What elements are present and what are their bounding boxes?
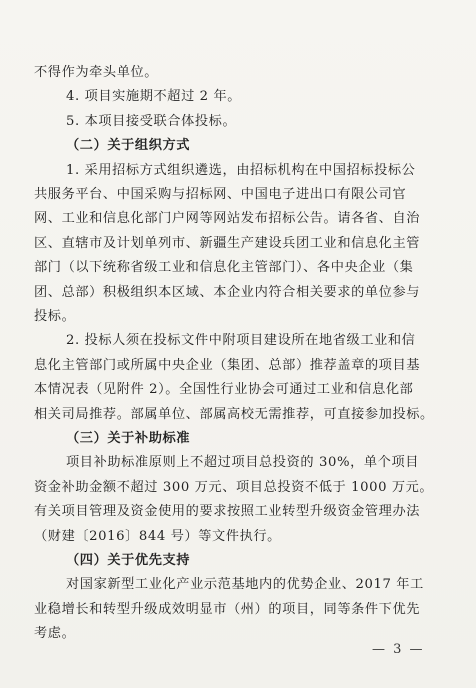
paragraph-line: 业稳增长和转型升级成效明显市（州）的项目，同等条件下优先 (34, 601, 421, 617)
paragraph-line: 项目补助标准原则上不超过项目总投资的 30%，单个项目 (66, 455, 420, 471)
page-number: — 3 — (372, 642, 425, 657)
list-item-4: 4. 项目实施期不超过 2 年。 (66, 89, 242, 105)
paragraph-line: 对国家新型工业化产业示范基地内的优势企业、2017 年工 (66, 577, 424, 593)
paragraph-line: 相关司局推荐。部属单位、部属高校无需推荐，可直接参加投标。 (34, 406, 434, 422)
paragraph-line: 共服务平台、中国采购与招标网、中国电子进出口有限公司官 (34, 187, 407, 202)
section-heading-subsidy: （三）关于补助标准 (66, 431, 191, 446)
list-item-5: 5. 本项目接受联合体投标。 (66, 113, 237, 129)
paragraph-line: 团、总部）积极组织本区域、本企业内符合相关要求的单位参与 (34, 284, 421, 300)
paragraph-line: 投标。 (34, 309, 76, 324)
paragraph-line: 有关项目管理及资金使用的要求按照工业转型升级资金管理办法 (34, 504, 421, 520)
paragraph-line: 网、工业和信息化部门户网等网站发布招标公告。请各省、自治 (34, 211, 421, 227)
paragraph-line: 资金补助金额不超过 300 万元、项目总投资不低于 1000 万元。 (34, 479, 434, 495)
paragraph-line: 2. 投标人须在投标文件中附项目建设所在地省级工业和信 (66, 333, 416, 349)
section-heading-organization: （二）关于组织方式 (66, 138, 191, 154)
paragraph-line: 考虑。 (34, 626, 76, 642)
text-line: 不得作为牵头单位。 (34, 65, 159, 80)
paragraph-line: 区、直辖市及计划单列市、新疆生产建设兵团工业和信息化主管 (34, 235, 421, 251)
paragraph-line: 1. 采用招标方式组织遴选，由招标机构在中国招标投标公 (66, 162, 416, 178)
paragraph-line: 本情况表（见附件 2）。全国性行业协会可通过工业和信息化部 (34, 382, 414, 398)
paragraph-line: 息化主管部门或所属中央企业（集团、总部）推荐盖章的项目基 (34, 357, 421, 373)
paragraph-line: 部门（以下统称省级工业和信息化主管部门）、各中央企业（集 (34, 260, 414, 276)
paragraph-line: （财建〔2016〕844 号）等文件执行。 (34, 528, 281, 544)
section-heading-priority: （四）关于优先支持 (66, 553, 191, 568)
